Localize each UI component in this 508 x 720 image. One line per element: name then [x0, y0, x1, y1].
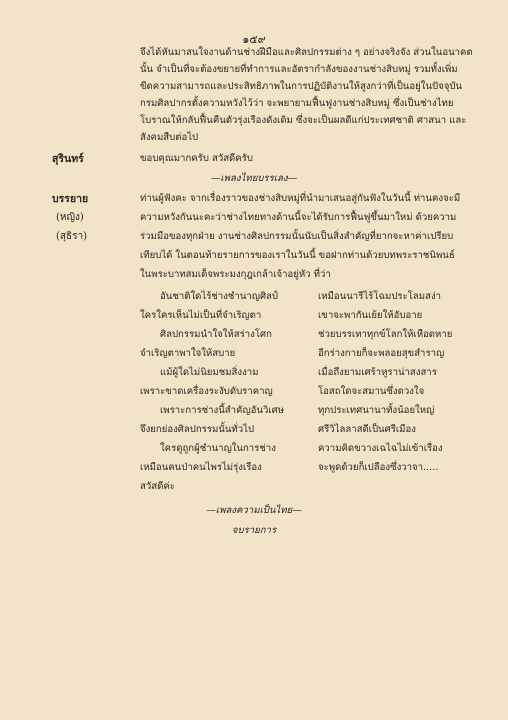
speaker-narrator-name: (สุธิรา): [56, 231, 87, 242]
speaker-surin-line: ขอบคุณมากครับ สวัสดีครับ: [140, 153, 253, 164]
paragraph-1-line: ขีดความสามารถและประสิทธิภาพในการปฏิบัติงานให้สูงกว่าที่เป็นอยู่ในปัจจุบัน: [140, 81, 462, 92]
poem-left-line: จึงยกย่องศิลปกรรมนั้นทั่วไป: [140, 424, 255, 435]
closing-greeting: สวัสดีค่ะ: [140, 481, 175, 492]
poem-left-line: ใครดูถูกผู้ชำนาญในการช่าง: [160, 443, 276, 454]
poem-right-line: เหมือนนารีไร้โฉมประโลมสง่า: [318, 291, 442, 302]
poem-right-line: ทุกประเทศนานาทั้งน้อยใหญ่: [318, 405, 435, 416]
speaker-narrator: บรรยาย: [52, 193, 89, 205]
poem-right-line: เมื่อถึงยามเศร้าหูราน่าสงสาร: [318, 367, 437, 378]
speaker-narrator-gender: (หญิง): [56, 212, 84, 223]
poem-right-line: เขาจะพากันเย้ยให้อับอาย: [318, 310, 423, 321]
paragraph-2-line: ร่วมมือของทุกฝ่าย งานช่างศิลปกรรมนั้นนับเป็นสิ่งสำคัญที่ยากจะหาค่าเปรียบ: [140, 231, 454, 242]
music-cue-2: —เพลงความเป็นไทย—: [206, 505, 302, 516]
poem-right-line: จะพูดด้วยก็เปลืองซึ่งวาจา.....: [318, 462, 439, 473]
paragraph-1-line: กรมศิลปากรตั้งความหวังไว้ว่า จะพยายามฟื้นฟูงานช่างสิบหมู่ ซึ่งเป็นช่างไทย: [140, 98, 454, 109]
poem-right-line: อีกร่างกายก็จะพลอยสุขสำราญ: [318, 348, 445, 359]
poem-right-line: ศรีวิไลลาสดีเป็นศรีเมือง: [318, 424, 416, 435]
poem-left-line: ใครใครเห็นไม่เป็นที่จำเริญตา: [140, 310, 262, 321]
poem-right-line: ความคิดขวางเฉไฉไม่เข้าเรื่อง: [318, 443, 443, 454]
page-number: ๑๕๙: [242, 33, 266, 46]
paragraph-1-line: สังคมสืบต่อไป: [140, 132, 199, 143]
poem-left-line: เพราะขาดเครื่องระงับดับราคาญ: [140, 386, 273, 397]
paragraph-2-line: ท่านผู้ฟังคะ จากเรื่องราวของช่างสิบหมู่ที่นำมาเสนอสู่กันฟังในวันนี้ ท่านคงจะมี: [140, 193, 461, 204]
paragraph-2-line: เทียบได้ ในตอนท้ายรายการของเราในวันนี้ ขอฝากท่านด้วยบทพระราชนิพนธ์: [140, 250, 455, 261]
paragraph-1-line: นั้น จำเป็นที่จะต้องขยายที่ทำการและอัตรากำลังของงานช่างสิบหมู่ รวมทั้งเพิ่ม: [140, 64, 458, 75]
speaker-surin: สุรินทร์: [52, 153, 84, 165]
poem-left-line: แม้ผู้ใดไม่นิยมชมสิ่งงาม: [160, 367, 259, 378]
poem-left-line: เพราะการช่างนี้สำคัญอันวิเศษ: [160, 405, 285, 416]
poem-left-line: อันชาติใดไร้ช่างชำนาญศิลป์: [160, 291, 279, 302]
poem-left-line: เหมือนคนป่าคนไพรไม่รุ่งเรือง: [140, 462, 262, 473]
paragraph-1-line: จึงได้หันมาสนใจงานด้านช่างฝีมือและศิลปกรรมต่าง ๆ อย่างจริงจัง ส่วนในอนาคต: [140, 47, 473, 58]
paragraph-2-line: ในพระบาทสมเด็จพระมงกุฎเกล้าเจ้าอยู่หัว ที่ว่า: [140, 269, 331, 280]
poem-left-line: จำเริญตาพาใจให้สบาย: [140, 348, 236, 359]
poem-right-line: โอสถใดจะสมานซึ่งดวงใจ: [318, 386, 425, 397]
poem-left-line: ศิลปกรรมนำใจให้สร่างโศก: [160, 329, 272, 340]
music-cue-1: —เพลงไทยบรรเลง—: [210, 173, 298, 184]
paragraph-1-line: โบราณให้กลับฟื้นคืนตัวรุ่งเรืองดังเดิม ซึ่งจะเป็นผลดีแก่ประเทศชาติ ศาสนา และ: [140, 115, 467, 126]
poem-right-line: ช่วยบรรเทาทุกข์โลกให้เหือดหาย: [318, 329, 453, 340]
paragraph-2-line: ความหวังกันนะคะว่าช่างไทยทางด้านนี้จะได้รับการฟื้นฟูขึ้นมาใหม่ ด้วยความ: [140, 212, 457, 223]
end-of-program: จบรายการ: [231, 525, 277, 536]
